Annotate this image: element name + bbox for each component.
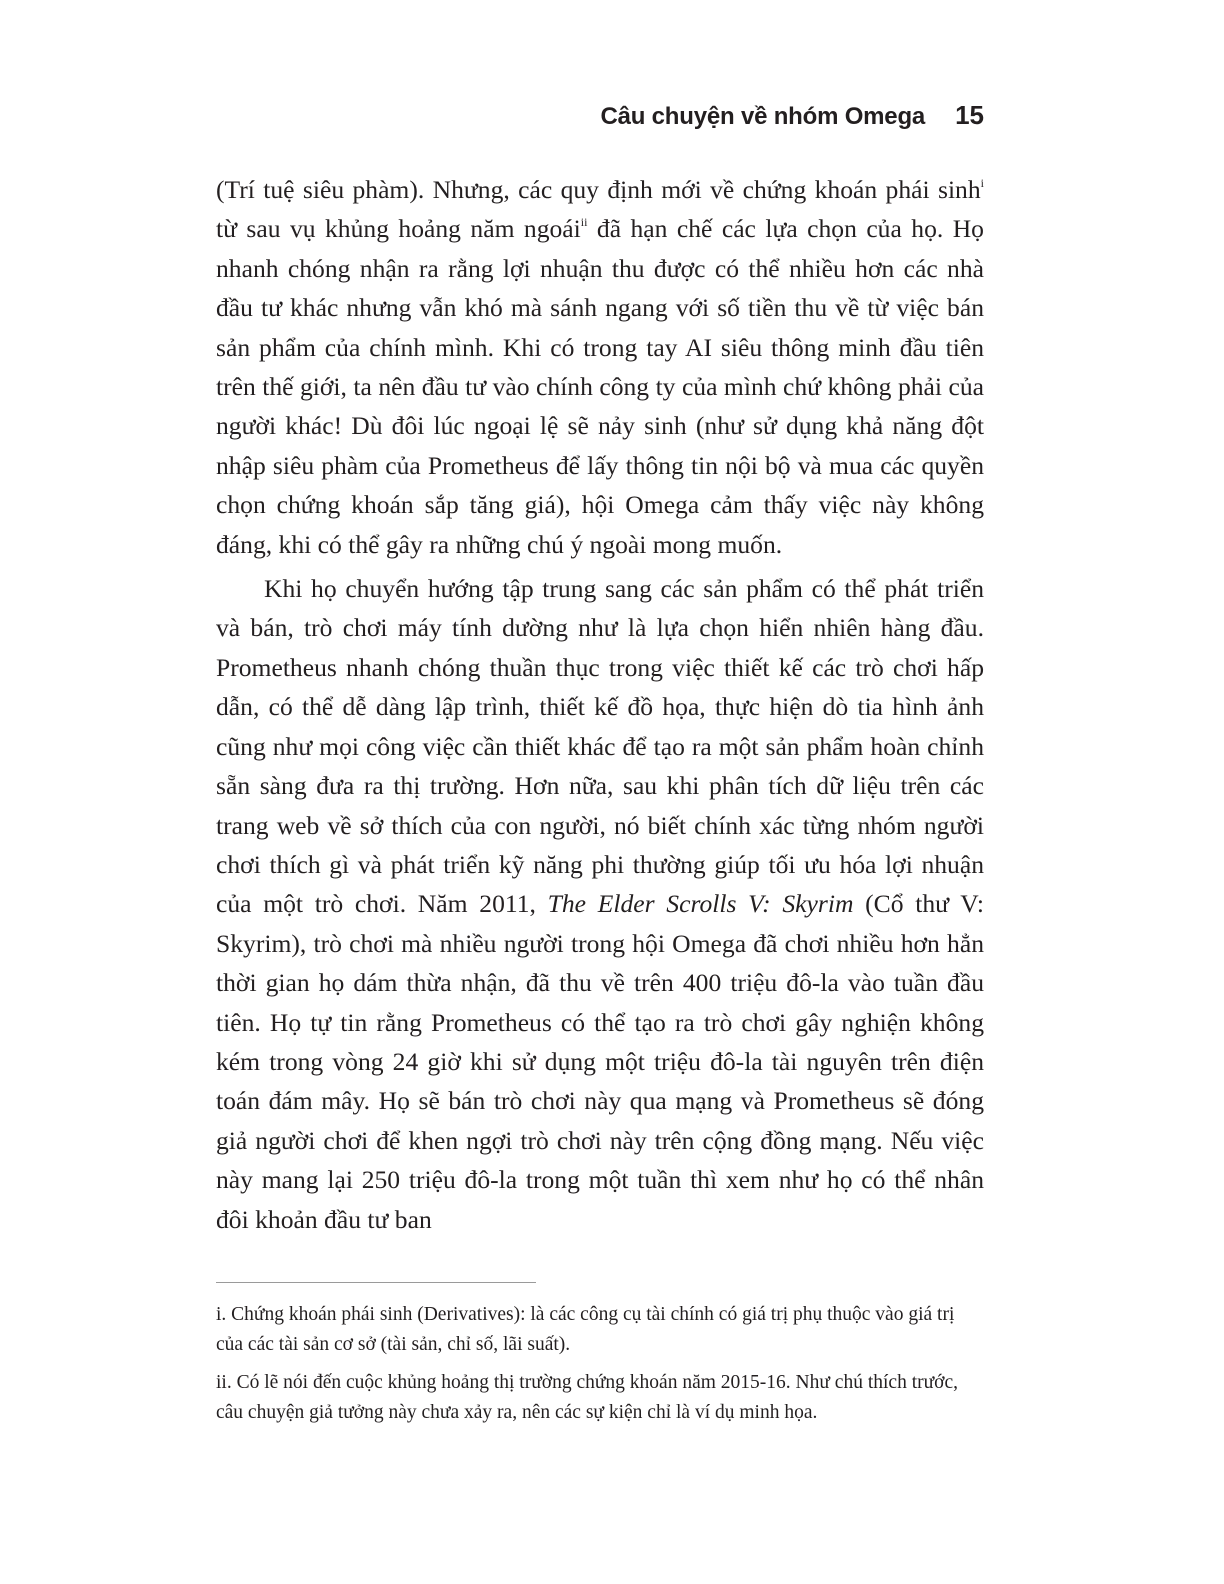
text-run: đã hạn chế các lựa chọn của họ. Họ nhanh chóng nhận ra rằng lợi nhuận thu được có thể nhiều hơn các nhà đầu tư khác nhưng vẫn khó mà sánh ngang với số tiền thu về từ việc bán sản phẩm của chính mình. Khi có trong tay AI siêu thông minh đầu tiên trên thế giới, ta nên đầu tư vào chính công ty của mình chứ không phải của người khác! Dù đôi lúc ngoại lệ sẽ nảy sinh (như sử dụng khả năng đột nhập siêu phàm của Prometheus để lấy thông tin nội bộ và mua các quyền chọn chứng khoán sắp tăng giá), hội Omega cảm thấy việc này không đáng, khi có thể gây ra những chú ý ngoài mong muốn.: [216, 214, 984, 559]
footnote-ref[interactable]: i: [980, 176, 984, 190]
footnotes: [216, 1300, 984, 1436]
italic-title: The Elder Scrolls V: Skyrim: [547, 889, 854, 919]
text-run: (Trí tuệ siêu phàm). Nhưng, các quy định mới về chứng khoán phái sinh: [216, 175, 981, 204]
paragraph: [216, 569, 984, 1239]
footnote: i. Chứng khoán phái sinh (Derivatives): là các công cụ tài chính có giá trị phụ thuộc vào giá trị của các tài sản cơ sở (tài sản, chỉ số, lãi suất).: [216, 1304, 955, 1355]
footnote: ii. Có lẽ nói đến cuộc khủng hoảng thị trường chứng khoán năm 2015-16. Như chú thích trước, câu chuyện giả tưởng này chưa xảy ra, nên các sự kiện chỉ là ví dụ minh họa.: [216, 1372, 959, 1423]
text-run: (Cổ thư V: Skyrim), trò chơi mà nhiều người trong hội Omega đã chơi nhiều hơn hẳn thời gian họ dám thừa nhận, đã thu về trên 400 triệu đô-la vào tuần đầu tiên. Họ tự tin rằng Prometheus có thể tạo ra trò chơi gây nghiện không kém trong vòng 24 giờ khi sử dụng một triệu đô-la tài nguyên trên điện toán đám mây. Họ sẽ bán trò chơi này qua mạng và Prometheus sẽ đóng giả người chơi để khen ngợi trò chơi này trên cộng đồng mạng. Nếu việc này mang lại 250 triệu đô-la trong một tuần thì xem như họ có thể nhân đôi khoản đầu tư ban: [216, 889, 984, 1234]
footnote-ref[interactable]: ii: [580, 215, 588, 230]
chapter-title: Câu chuyện về nhóm Omega: [600, 103, 926, 130]
footnote-divider: [216, 1282, 536, 1283]
body-text: [216, 170, 984, 1239]
page-number: 15: [955, 100, 984, 130]
text-run: Khi họ chuyển hướng tập trung sang các sản phẩm có thể phát triển và bán, trò chơi máy tính dường như là lựa chọn hiển nhiên hàng đầu. Prometheus nhanh chóng thuần thục trong việc thiết kế các trò chơi hấp dẫn, có thể dễ dàng lập trình, thiết kế đồ họa, thực hiện dò tia hình ảnh cũng như mọi công việc cần thiết khác để tạo ra một sản phẩm hoàn chỉnh sẵn sàng đưa ra thị trường. Hơn nữa, sau khi phân tích dữ liệu trên các trang web về sở thích của con người, nó biết chính xác từng nhóm người chơi thích gì và phát triển kỹ năng phi thường giúp tối ưu hóa lợi nhuận của một trò chơi. Năm 2011,: [216, 574, 984, 919]
text-run: từ sau vụ khủng hoảng năm ngoái: [216, 214, 581, 244]
paragraph: [216, 170, 984, 564]
running-header: [216, 100, 984, 131]
